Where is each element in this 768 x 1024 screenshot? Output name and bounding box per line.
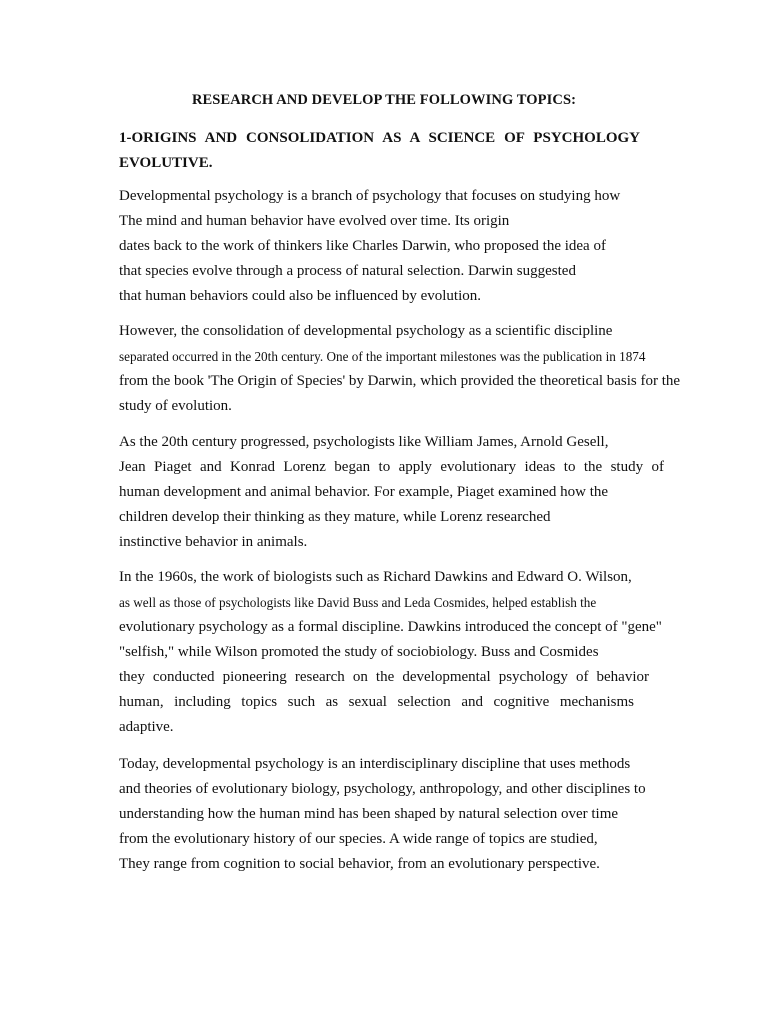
section-heading-line-1: 1-ORIGINS AND CONSOLIDATION AS A SCIENCE OF PSYCHOLOGY [119,130,640,146]
paragraph-line: human, including topics such as sexual selection and cognitive mechanisms [119,694,634,710]
paragraph-line: as well as those of psychologists like David Buss and Leda Cosmides, helped establish the [119,595,597,610]
paragraph-line: children develop their thinking as they mature, while Lorenz researched [119,509,551,525]
paragraph-line: As the 20th century progressed, psychologists like William James, Arnold Gesell, [119,434,609,450]
paragraph-3 [119,430,664,555]
paragraph-1 [119,184,620,309]
paragraph-line: Jean Piaget and Konrad Lorenz began to apply evolutionary ideas to the study of [119,459,664,475]
paragraph-line: Developmental psychology is a branch of psychology that focuses on studying how [119,188,621,204]
paragraph-line: Today, developmental psychology is an interdisciplinary discipline that uses methods [119,756,631,772]
paragraph-2 [119,319,680,419]
paragraph-line: They range from cognition to social behavior, from an evolutionary perspective. [119,856,600,872]
paragraph-line: separated occurred in the 20th century. One of the important milestones was the publication in 1874 [119,349,646,364]
paragraph-line: human development and animal behavior. For example, Piaget examined how the [119,484,609,500]
paragraph-line: from the evolutionary history of our species. A wide range of topics are studied, [119,831,598,847]
paragraph-5 [119,752,646,877]
paragraph-line: adaptive. [119,719,174,735]
section-heading-line-2: EVOLUTIVE. [119,155,213,171]
paragraph-line: "selfish," while Wilson promoted the study of sociobiology. Buss and Cosmides [119,644,599,660]
paragraph-line: and theories of evolutionary biology, psychology, anthropology, and other disciplines to [119,781,646,797]
paragraph-line: they conducted pioneering research on the developmental psychology of behavior [119,669,649,685]
paragraph-line: that human behaviors could also be influenced by evolution. [119,288,481,304]
paragraph-line: that species evolve through a process of natural selection. Darwin suggested [119,263,576,279]
paragraph-4 [119,565,662,740]
document-title: RESEARCH AND DEVELOP THE FOLLOWING TOPICS: [191,92,577,108]
section-heading [119,126,640,176]
paragraph-line: from the book 'The Origin of Species' by Darwin, which provided the theoretical basis for the [119,373,681,389]
paragraph-line: study of evolution. [119,398,232,414]
paragraph-line: understanding how the human mind has been shaped by natural selection over time [119,806,619,822]
paragraph-line: evolutionary psychology as a formal discipline. Dawkins introduced the concept of "gene" [119,619,662,635]
paragraph-line: However, the consolidation of developmental psychology as a scientific discipline [119,323,613,339]
paragraph-line: instinctive behavior in animals. [119,534,308,550]
paragraph-line: The mind and human behavior have evolved over time. Its origin [119,213,510,229]
paragraph-line: In the 1960s, the work of biologists such as Richard Dawkins and Edward O. Wilson, [119,569,632,585]
paragraph-line: dates back to the work of thinkers like Charles Darwin, who proposed the idea of [119,238,606,254]
